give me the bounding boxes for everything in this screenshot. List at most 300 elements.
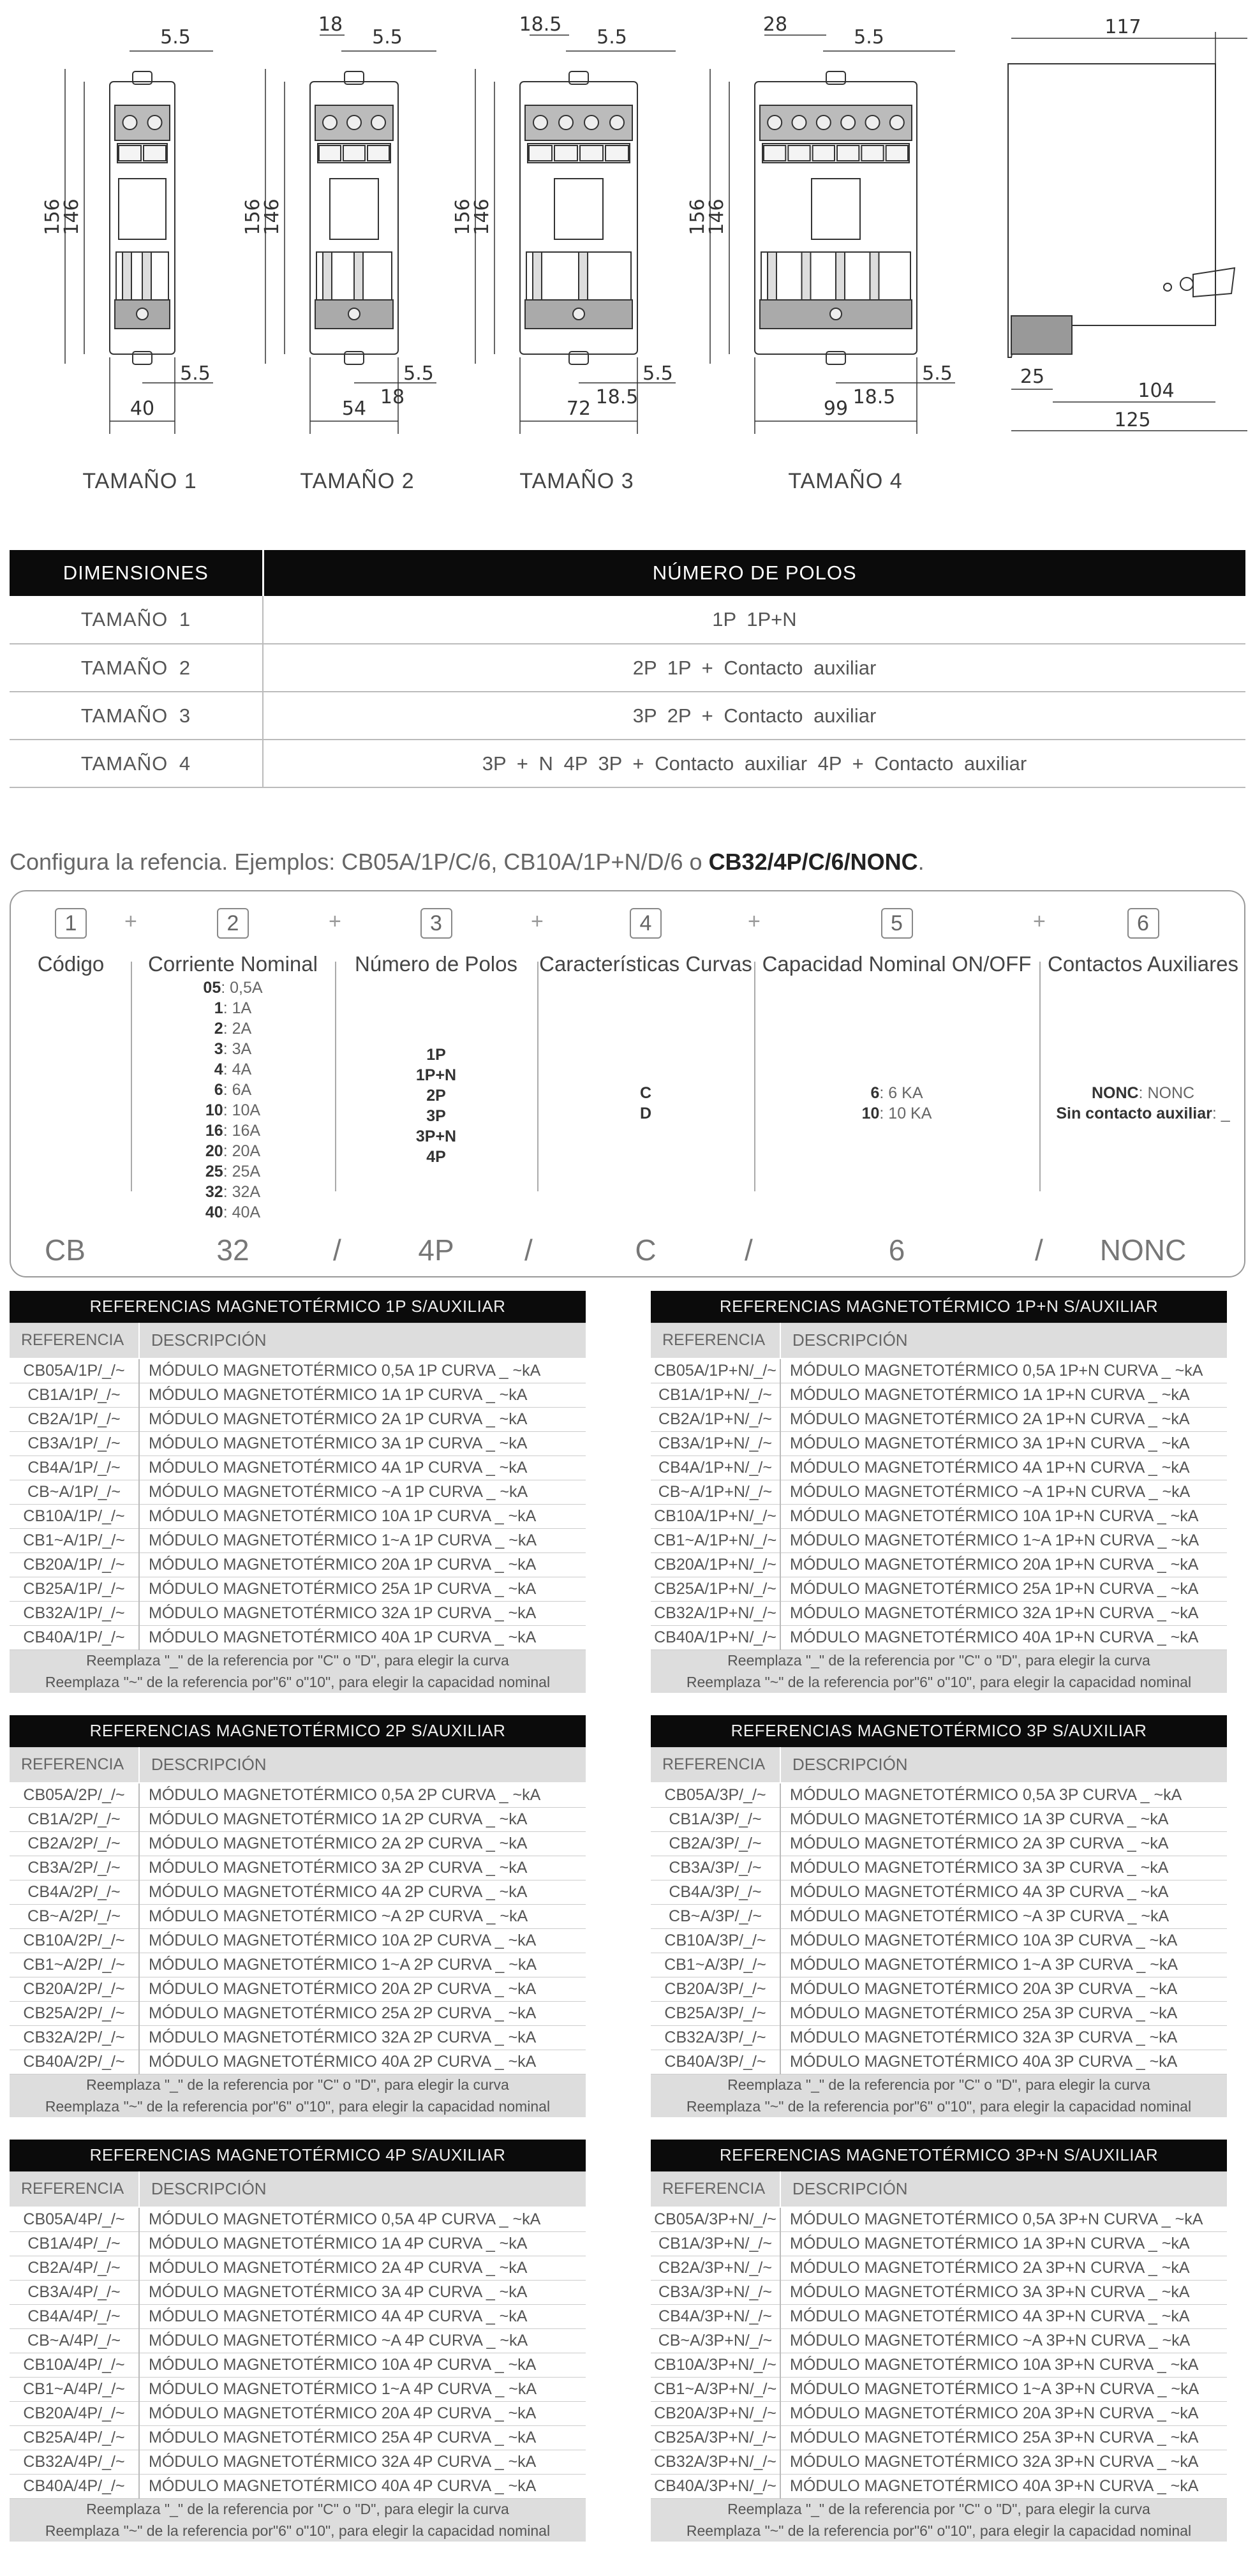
step-number-3: 3 — [420, 908, 452, 939]
description-cell: MÓDULO MAGNETOTÉRMICO 0,5A 4P CURVA _ ~kA — [139, 2207, 586, 2231]
table-row — [651, 1953, 1227, 1977]
size-cell: TAMAÑO 4 — [10, 740, 263, 787]
reference-cell: CB10A/1P/_/~ — [10, 1504, 139, 1528]
reference-cell: CB4A/4P/_/~ — [10, 2304, 139, 2328]
table-row — [651, 1407, 1227, 1431]
step-number-4: 4 — [630, 908, 662, 939]
option-item: 6: 6A — [214, 1081, 252, 1099]
example-value: 6 — [888, 1233, 905, 1267]
column-options — [1039, 1083, 1247, 1124]
description-cell: MÓDULO MAGNETOTÉRMICO 20A 3P+N CURVA _ ~kA — [780, 2401, 1227, 2425]
table-title: REFERENCIAS MAGNETOTÉRMICO 4P S/AUXILIAR — [10, 2140, 586, 2171]
plus-sign: + — [124, 909, 137, 934]
description-cell: MÓDULO MAGNETOTÉRMICO 40A 4P CURVA _ ~kA — [139, 2474, 586, 2498]
table-row — [10, 1456, 586, 1480]
header-dimensiones: DIMENSIONES — [10, 550, 263, 596]
table-title: REFERENCIAS MAGNETOTÉRMICO 3P S/AUXILIAR — [651, 1715, 1227, 1747]
bottom-pitch-label: 18.5 — [595, 386, 639, 408]
reference-cell: CB1A/1P+N/_/~ — [651, 1383, 780, 1407]
reference-cell: CB32A/3P/_/~ — [651, 2025, 780, 2050]
column-header: Código — [37, 952, 105, 976]
description-cell: MÓDULO MAGNETOTÉRMICO 25A 4P CURVA _ ~kA — [139, 2425, 586, 2450]
table-row — [10, 2231, 586, 2256]
reference-cell: CB1~A/1P/_/~ — [10, 1528, 139, 1552]
table-note: Reemplaza "~" de la referencia por"6" o"10", para elegir la capacidad nominal — [10, 2096, 586, 2117]
description-cell: MÓDULO MAGNETOTÉRMICO 32A 1P+N CURVA _ ~kA — [780, 1601, 1227, 1625]
description-cell: MÓDULO MAGNETOTÉRMICO 3A 1P+N CURVA _ ~kA — [780, 1431, 1227, 1456]
module-drawing-4 — [687, 13, 955, 434]
step-number-1: 1 — [55, 908, 87, 939]
reference-cell: CB3A/4P/_/~ — [10, 2280, 139, 2304]
reference-cell: CB~A/1P+N/_/~ — [651, 1480, 780, 1504]
description-cell: MÓDULO MAGNETOTÉRMICO 2A 1P CURVA _ ~kA — [139, 1407, 586, 1431]
table-row — [10, 2280, 586, 2304]
table-row — [10, 1625, 586, 1649]
reference-cell: CB20A/2P/_/~ — [10, 1977, 139, 2001]
description-cell: MÓDULO MAGNETOTÉRMICO 25A 3P+N CURVA _ ~kA — [780, 2425, 1227, 2450]
table-row — [10, 1577, 586, 1601]
side-view-drawing — [1008, 16, 1247, 431]
reference-cell: CB32A/1P/_/~ — [10, 1601, 139, 1625]
plus-sign: + — [748, 909, 761, 934]
option-item: 1P+N — [415, 1066, 457, 1084]
table-row — [651, 1480, 1227, 1504]
description-cell: MÓDULO MAGNETOTÉRMICO ~A 3P+N CURVA _ ~kA — [780, 2328, 1227, 2353]
table-row — [651, 1504, 1227, 1528]
table-row — [10, 2401, 586, 2425]
reference-cell: CB25A/1P/_/~ — [10, 1577, 139, 1601]
example-value: 4P — [418, 1233, 454, 1267]
table-row — [10, 2425, 586, 2450]
description-cell: MÓDULO MAGNETOTÉRMICO 10A 1P+N CURVA _ ~kA — [780, 1504, 1227, 1528]
reference-cell: CB32A/2P/_/~ — [10, 2025, 139, 2050]
reference-cell: CB3A/2P/_/~ — [10, 1856, 139, 1880]
header-referencia: REFERENCIA — [651, 1323, 780, 1359]
table-row — [651, 2474, 1227, 2498]
config-column-1 — [11, 891, 131, 1276]
option-item: 10: 10A — [205, 1101, 261, 1119]
description-cell: MÓDULO MAGNETOTÉRMICO 0,5A 1P CURVA _ ~kA — [139, 1359, 586, 1383]
description-cell: MÓDULO MAGNETOTÉRMICO 25A 3P CURVA _ ~kA — [780, 2001, 1227, 2025]
reference-cell: CB20A/3P+N/_/~ — [651, 2401, 780, 2425]
reference-cell: CB40A/4P/_/~ — [10, 2474, 139, 2498]
reference-table-1 — [10, 1291, 586, 1693]
header-descripcion: DESCRIPCIÓN — [780, 2171, 1227, 2207]
table-row — [651, 2280, 1227, 2304]
reference-cell: CB~A/3P+N/_/~ — [651, 2328, 780, 2353]
description-cell: MÓDULO MAGNETOTÉRMICO 20A 1P CURVA _ ~kA — [139, 1552, 586, 1577]
table-row — [10, 2207, 586, 2231]
example-separator: / — [1035, 1233, 1043, 1267]
header-numero-polos: NÚMERO DE POLOS — [263, 550, 1245, 596]
reference-cell: CB05A/4P/_/~ — [10, 2207, 139, 2231]
description-cell: MÓDULO MAGNETOTÉRMICO 20A 2P CURVA _ ~kA — [139, 1977, 586, 2001]
reference-cell: CB25A/3P+N/_/~ — [651, 2425, 780, 2450]
example-separator: / — [333, 1233, 341, 1267]
description-cell: MÓDULO MAGNETOTÉRMICO 10A 4P CURVA _ ~kA — [139, 2353, 586, 2377]
poles-cell: 3P + N 4P 3P + Contacto auxiliar 4P + Contacto auxiliar — [263, 740, 1245, 787]
column-options — [537, 1083, 754, 1124]
reference-cell: CB25A/1P+N/_/~ — [651, 1577, 780, 1601]
table-note: Reemplaza "~" de la referencia por"6" o"10", para elegir la capacidad nominal — [10, 1671, 586, 1693]
description-cell: MÓDULO MAGNETOTÉRMICO 4A 1P+N CURVA _ ~kA — [780, 1456, 1227, 1480]
option-item: 16: 16A — [205, 1122, 261, 1140]
note-row — [10, 1671, 586, 1693]
description-cell: MÓDULO MAGNETOTÉRMICO 1A 3P CURVA _ ~kA — [780, 1807, 1227, 1831]
description-cell: MÓDULO MAGNETOTÉRMICO 2A 2P CURVA _ ~kA — [139, 1831, 586, 1856]
reference-cell: CB4A/2P/_/~ — [10, 1880, 139, 1904]
description-cell: MÓDULO MAGNETOTÉRMICO 3A 1P CURVA _ ~kA — [139, 1431, 586, 1456]
table-note: Reemplaza "~" de la referencia por"6" o"10", para elegir la capacidad nominal — [651, 2096, 1227, 2117]
table-row — [10, 2025, 586, 2050]
table-row — [651, 2328, 1227, 2353]
size-cell: TAMAÑO 3 — [10, 692, 263, 740]
description-cell: MÓDULO MAGNETOTÉRMICO 3A 3P CURVA _ ~kA — [780, 1856, 1227, 1880]
table-row — [10, 2450, 586, 2474]
description-cell: MÓDULO MAGNETOTÉRMICO 3A 3P+N CURVA _ ~kA — [780, 2280, 1227, 2304]
reference-cell: CB32A/3P+N/_/~ — [651, 2450, 780, 2474]
reference-cell: CB4A/3P+N/_/~ — [651, 2304, 780, 2328]
configurator-title: Configura la refencia. Ejemplos: CB05A/1P/C/6, CB10A/1P+N/D/6 o CB32/4P/C/6/NONC. — [10, 849, 925, 875]
table-row — [10, 1431, 586, 1456]
table-row — [10, 2256, 586, 2280]
reference-cell: CB1~A/4P/_/~ — [10, 2377, 139, 2401]
note-row — [10, 1649, 586, 1671]
table-row — [10, 2474, 586, 2498]
option-item: 25: 25A — [205, 1163, 261, 1180]
bottom-pitch-label: 18.5 — [852, 386, 896, 408]
size-cell: TAMAÑO 2 — [10, 644, 263, 692]
reference-cell: CB2A/1P+N/_/~ — [651, 1407, 780, 1431]
option-item: 1P — [426, 1046, 446, 1064]
description-cell: MÓDULO MAGNETOTÉRMICO 20A 1P+N CURVA _ ~kA — [780, 1552, 1227, 1577]
table-row — [651, 1431, 1227, 1456]
option-item: Sin contacto auxiliar: _ — [1056, 1105, 1230, 1122]
description-cell: MÓDULO MAGNETOTÉRMICO 1A 1P CURVA _ ~kA — [139, 1383, 586, 1407]
table-row — [651, 1383, 1227, 1407]
reference-cell: CB2A/3P/_/~ — [651, 1831, 780, 1856]
reference-cell: CB4A/1P/_/~ — [10, 1456, 139, 1480]
reference-cell: CB2A/3P+N/_/~ — [651, 2256, 780, 2280]
reference-table-6 — [651, 2140, 1227, 2542]
top-offset-label: 5.5 — [160, 26, 191, 48]
bottom-offset-label: 5.5 — [922, 362, 953, 385]
header-referencia: REFERENCIA — [10, 1747, 139, 1783]
table-row — [651, 1601, 1227, 1625]
column-options — [131, 978, 335, 1223]
option-item: 6: 6 KA — [870, 1084, 923, 1102]
description-cell: MÓDULO MAGNETOTÉRMICO 40A 1P+N CURVA _ ~kA — [780, 1625, 1227, 1649]
description-cell: MÓDULO MAGNETOTÉRMICO 32A 3P+N CURVA _ ~kA — [780, 2450, 1227, 2474]
table-title-row — [651, 2140, 1227, 2171]
description-cell: MÓDULO MAGNETOTÉRMICO 0,5A 3P+N CURVA _ ~kA — [780, 2207, 1227, 2231]
size-cell: TAMAÑO 1 — [10, 596, 263, 644]
option-item: NONC: NONC — [1091, 1084, 1195, 1102]
config-column-3 — [335, 891, 537, 1276]
size-label-4: TAMAÑO 4 — [788, 469, 903, 493]
side-dim-3-label: 125 — [1114, 409, 1151, 431]
dimension-drawings — [0, 0, 1255, 510]
table-row — [10, 1480, 586, 1504]
reference-cell: CB40A/3P/_/~ — [651, 2050, 780, 2074]
reference-table-4 — [651, 1715, 1227, 2117]
description-cell: MÓDULO MAGNETOTÉRMICO 40A 3P+N CURVA _ ~kA — [780, 2474, 1227, 2498]
table-note: Reemplaza "_" de la referencia por "C" o "D", para elegir la curva — [651, 2074, 1227, 2096]
reference-cell: CB1A/3P/_/~ — [651, 1807, 780, 1831]
reference-cell: CB05A/3P/_/~ — [651, 1783, 780, 1807]
description-cell: MÓDULO MAGNETOTÉRMICO 32A 2P CURVA _ ~kA — [139, 2025, 586, 2050]
reference-cell: CB1A/3P+N/_/~ — [651, 2231, 780, 2256]
poles-table — [10, 550, 1245, 788]
reference-cell: CB1A/2P/_/~ — [10, 1807, 139, 1831]
bottom-offset-label: 5.5 — [403, 362, 434, 385]
table-row — [651, 2025, 1227, 2050]
description-cell: MÓDULO MAGNETOTÉRMICO 4A 3P+N CURVA _ ~kA — [780, 2304, 1227, 2328]
option-item: D — [639, 1105, 652, 1122]
table-title-row — [651, 1715, 1227, 1747]
reference-cell: CB25A/4P/_/~ — [10, 2425, 139, 2450]
reference-table-3 — [10, 1715, 586, 2117]
table-row — [10, 692, 1245, 740]
header-referencia: REFERENCIA — [10, 2171, 139, 2207]
reference-cell: CB05A/1P+N/_/~ — [651, 1359, 780, 1383]
description-cell: MÓDULO MAGNETOTÉRMICO 0,5A 3P CURVA _ ~kA — [780, 1783, 1227, 1807]
description-cell: MÓDULO MAGNETOTÉRMICO 2A 1P+N CURVA _ ~kA — [780, 1407, 1227, 1431]
option-item: 2: 2A — [214, 1020, 252, 1038]
size-label-1: TAMAÑO 1 — [82, 469, 197, 493]
reference-cell: CB40A/2P/_/~ — [10, 2050, 139, 2074]
option-item: 4: 4A — [214, 1061, 252, 1078]
table-title: REFERENCIAS MAGNETOTÉRMICO 2P S/AUXILIAR — [10, 1715, 586, 1747]
reference-cell: CB1~A/2P/_/~ — [10, 1953, 139, 1977]
height-inner-label: 146 — [706, 198, 728, 235]
description-cell: MÓDULO MAGNETOTÉRMICO 10A 1P CURVA _ ~kA — [139, 1504, 586, 1528]
reference-cell: CB40A/3P+N/_/~ — [651, 2474, 780, 2498]
table-title: REFERENCIAS MAGNETOTÉRMICO 3P+N S/AUXILIAR — [651, 2140, 1227, 2171]
table-row — [10, 1831, 586, 1856]
bottom-offset-label: 5.5 — [642, 362, 673, 385]
description-cell: MÓDULO MAGNETOTÉRMICO 4A 4P CURVA _ ~kA — [139, 2304, 586, 2328]
description-cell: MÓDULO MAGNETOTÉRMICO ~A 1P+N CURVA _ ~kA — [780, 1480, 1227, 1504]
table-row — [10, 644, 1245, 692]
reference-cell: CB2A/2P/_/~ — [10, 1831, 139, 1856]
example-value: NONC — [1099, 1233, 1187, 1267]
bottom-pitch-label: 18 — [380, 386, 405, 408]
reference-table-5 — [10, 2140, 586, 2542]
description-cell: MÓDULO MAGNETOTÉRMICO ~A 2P CURVA _ ~kA — [139, 1904, 586, 1928]
option-item: 05: 0,5A — [203, 979, 263, 997]
column-header: Características Curvas — [539, 952, 752, 976]
reference-cell: CB32A/1P+N/_/~ — [651, 1601, 780, 1625]
table-row — [651, 2207, 1227, 2231]
step-number-6: 6 — [1127, 908, 1159, 939]
header-referencia: REFERENCIA — [651, 2171, 780, 2207]
reference-cell: CB32A/4P/_/~ — [10, 2450, 139, 2474]
table-row — [651, 2001, 1227, 2025]
width-label: 54 — [341, 398, 367, 420]
table-row — [651, 1552, 1227, 1577]
table-row — [10, 2353, 586, 2377]
description-cell: MÓDULO MAGNETOTÉRMICO 1~A 1P CURVA _ ~kA — [139, 1528, 586, 1552]
description-cell: MÓDULO MAGNETOTÉRMICO ~A 1P CURVA _ ~kA — [139, 1480, 586, 1504]
reference-cell: CB20A/1P+N/_/~ — [651, 1552, 780, 1577]
table-header-row — [651, 2171, 1227, 2207]
table-header-row — [10, 1747, 586, 1783]
table-row — [651, 1856, 1227, 1880]
description-cell: MÓDULO MAGNETOTÉRMICO 32A 1P CURVA _ ~kA — [139, 1601, 586, 1625]
header-referencia: REFERENCIA — [10, 1323, 139, 1359]
note-row — [10, 2498, 586, 2520]
description-cell: MÓDULO MAGNETOTÉRMICO 1A 2P CURVA _ ~kA — [139, 1807, 586, 1831]
table-row — [651, 2353, 1227, 2377]
depth-label: 117 — [1104, 16, 1141, 38]
table-note: Reemplaza "_" de la referencia por "C" o "D", para elegir la curva — [651, 1649, 1227, 1671]
description-cell: MÓDULO MAGNETOTÉRMICO 20A 3P CURVA _ ~kA — [780, 1977, 1227, 2001]
table-note: Reemplaza "~" de la referencia por"6" o"10", para elegir la capacidad nominal — [651, 1671, 1227, 1693]
reference-cell: CB2A/4P/_/~ — [10, 2256, 139, 2280]
reference-cell: CB10A/3P+N/_/~ — [651, 2353, 780, 2377]
example-separator: / — [524, 1233, 533, 1267]
table-header-row — [10, 1323, 586, 1359]
description-cell: MÓDULO MAGNETOTÉRMICO 20A 4P CURVA _ ~kA — [139, 2401, 586, 2425]
module-drawing-1 — [41, 26, 213, 434]
description-cell: MÓDULO MAGNETOTÉRMICO 40A 1P CURVA _ ~kA — [139, 1625, 586, 1649]
top-offset-label: 5.5 — [372, 26, 403, 48]
column-header: Contactos Auxiliares — [1048, 952, 1238, 976]
option-item: 40: 40A — [205, 1203, 261, 1221]
reference-cell: CB1A/4P/_/~ — [10, 2231, 139, 2256]
height-inner-label: 146 — [261, 198, 283, 235]
table-title-row — [10, 2140, 586, 2171]
module-drawing-2 — [242, 13, 436, 434]
note-row — [10, 2096, 586, 2117]
option-item: 1: 1A — [214, 999, 252, 1017]
column-header: Capacidad Nominal ON/OFF — [762, 952, 1032, 976]
table-row — [10, 2050, 586, 2074]
table-row — [10, 1383, 586, 1407]
reference-cell: CB10A/4P/_/~ — [10, 2353, 139, 2377]
reference-cell: CB05A/1P/_/~ — [10, 1359, 139, 1383]
example-separator: / — [745, 1233, 753, 1267]
table-row — [651, 2256, 1227, 2280]
option-item: 2P — [426, 1087, 446, 1105]
reference-cell: CB20A/1P/_/~ — [10, 1552, 139, 1577]
height-outer-label: 156 — [452, 198, 474, 235]
table-row — [10, 1977, 586, 2001]
description-cell: MÓDULO MAGNETOTÉRMICO 1A 3P+N CURVA _ ~kA — [780, 2231, 1227, 2256]
reference-cell: CB40A/1P+N/_/~ — [651, 1625, 780, 1649]
plus-sign: + — [329, 909, 341, 934]
step-number-5: 5 — [881, 908, 913, 939]
header-descripcion: DESCRIPCIÓN — [139, 1323, 586, 1359]
description-cell: MÓDULO MAGNETOTÉRMICO 25A 1P CURVA _ ~kA — [139, 1577, 586, 1601]
reference-cell: CB1~A/3P+N/_/~ — [651, 2377, 780, 2401]
table-row — [651, 1456, 1227, 1480]
reference-cell: CB1~A/3P/_/~ — [651, 1953, 780, 1977]
table-row — [651, 1359, 1227, 1383]
bottom-offset-label: 5.5 — [180, 362, 211, 385]
description-cell: MÓDULO MAGNETOTÉRMICO 4A 2P CURVA _ ~kA — [139, 1880, 586, 1904]
table-row — [651, 2050, 1227, 2074]
description-cell: MÓDULO MAGNETOTÉRMICO 1~A 3P CURVA _ ~kA — [780, 1953, 1227, 1977]
column-options — [754, 1083, 1039, 1124]
table-title-row — [10, 1715, 586, 1747]
table-note: Reemplaza "_" de la referencia por "C" o "D", para elegir la curva — [10, 2074, 586, 2096]
option-item: 4P — [426, 1148, 446, 1166]
option-item: C — [639, 1084, 652, 1102]
description-cell: MÓDULO MAGNETOTÉRMICO 1~A 4P CURVA _ ~kA — [139, 2377, 586, 2401]
table-row — [10, 2328, 586, 2353]
plus-sign: + — [1033, 909, 1046, 934]
reference-cell: CB25A/2P/_/~ — [10, 2001, 139, 2025]
table-title: REFERENCIAS MAGNETOTÉRMICO 1P S/AUXILIAR — [10, 1291, 586, 1323]
description-cell: MÓDULO MAGNETOTÉRMICO 10A 3P CURVA _ ~kA — [780, 1928, 1227, 1953]
top-offset-label: 5.5 — [854, 26, 884, 48]
config-column-6 — [1039, 891, 1247, 1276]
description-cell: MÓDULO MAGNETOTÉRMICO 4A 1P CURVA _ ~kA — [139, 1456, 586, 1480]
description-cell: MÓDULO MAGNETOTÉRMICO 1~A 2P CURVA _ ~kA — [139, 1953, 586, 1977]
description-cell: MÓDULO MAGNETOTÉRMICO 0,5A 2P CURVA _ ~kA — [139, 1783, 586, 1807]
reference-cell: CB20A/4P/_/~ — [10, 2401, 139, 2425]
table-note: Reemplaza "~" de la referencia por"6" o"10", para elegir la capacidad nominal — [10, 2520, 586, 2542]
example-value: 32 — [216, 1233, 249, 1267]
reference-cell: CB~A/1P/_/~ — [10, 1480, 139, 1504]
table-row — [10, 1953, 586, 1977]
top-offset-label: 5.5 — [597, 26, 627, 48]
reference-cell: CB1~A/1P+N/_/~ — [651, 1528, 780, 1552]
example-value: CB — [45, 1233, 85, 1267]
step-number-2: 2 — [217, 908, 249, 939]
description-cell: MÓDULO MAGNETOTÉRMICO 1A 4P CURVA _ ~kA — [139, 2231, 586, 2256]
table-row — [651, 1807, 1227, 1831]
description-cell: MÓDULO MAGNETOTÉRMICO ~A 4P CURVA _ ~kA — [139, 2328, 586, 2353]
table-row — [10, 1504, 586, 1528]
height-inner-label: 146 — [61, 198, 83, 235]
table-row — [10, 1856, 586, 1880]
reference-cell: CB3A/1P+N/_/~ — [651, 1431, 780, 1456]
table-row — [651, 1977, 1227, 2001]
description-cell: MÓDULO MAGNETOTÉRMICO 10A 3P+N CURVA _ ~kA — [780, 2353, 1227, 2377]
table-row — [651, 1880, 1227, 1904]
reference-cell: CB2A/1P/_/~ — [10, 1407, 139, 1431]
table-row — [651, 1783, 1227, 1807]
reference-table-2 — [651, 1291, 1227, 1693]
reference-cell: CB4A/3P/_/~ — [651, 1880, 780, 1904]
table-row — [10, 2377, 586, 2401]
description-cell: MÓDULO MAGNETOTÉRMICO 1~A 1P+N CURVA _ ~kA — [780, 1528, 1227, 1552]
note-row — [10, 2520, 586, 2542]
table-row — [651, 1577, 1227, 1601]
header-descripcion: DESCRIPCIÓN — [139, 1747, 586, 1783]
width-label: 99 — [823, 398, 849, 420]
header-referencia: REFERENCIA — [651, 1747, 780, 1783]
table-row — [10, 1359, 586, 1383]
note-row — [651, 2520, 1227, 2542]
width-label: 40 — [130, 398, 155, 420]
table-row — [10, 1528, 586, 1552]
reference-cell: CB~A/3P/_/~ — [651, 1904, 780, 1928]
table-note: Reemplaza "_" de la referencia por "C" o "D", para elegir la curva — [651, 2498, 1227, 2520]
table-row — [651, 1928, 1227, 1953]
description-cell: MÓDULO MAGNETOTÉRMICO ~A 3P CURVA _ ~kA — [780, 1904, 1227, 1928]
table-row — [651, 1831, 1227, 1856]
table-row — [10, 1552, 586, 1577]
description-cell: MÓDULO MAGNETOTÉRMICO 3A 2P CURVA _ ~kA — [139, 1856, 586, 1880]
poles-cell: 2P 1P + Contacto auxiliar — [263, 644, 1245, 692]
description-cell: MÓDULO MAGNETOTÉRMICO 4A 3P CURVA _ ~kA — [780, 1880, 1227, 1904]
column-options — [335, 1045, 537, 1167]
option-item: 3P — [426, 1107, 446, 1125]
